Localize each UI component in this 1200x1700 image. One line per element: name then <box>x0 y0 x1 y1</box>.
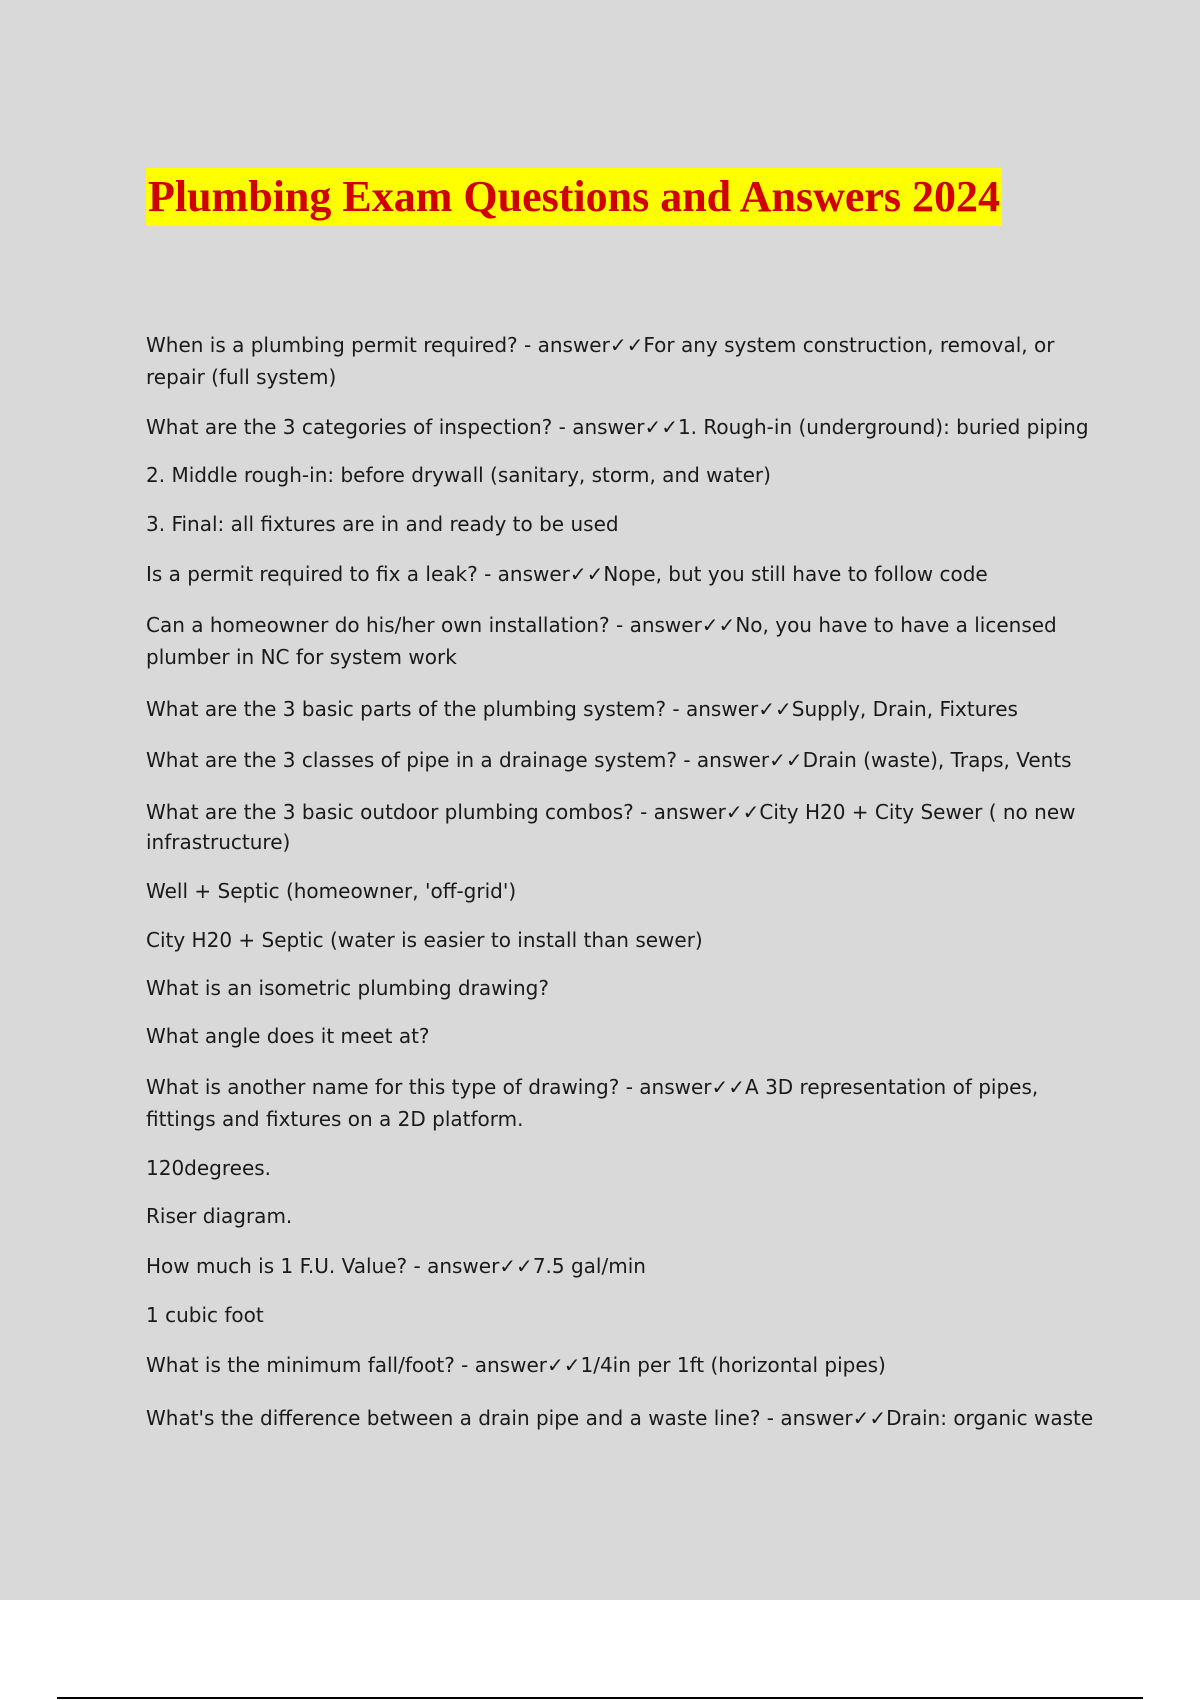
text-line: 120degrees. <box>146 1156 272 1180</box>
text-line: What angle does it meet at? <box>146 1024 430 1048</box>
text-line: How much is 1 F.U. Value? - answer✓✓7.5 gal/min <box>146 1254 646 1278</box>
text-line: 1 cubic foot <box>146 1303 264 1327</box>
text-line: What is another name for this type of drawing? - answer✓✓A 3D representation of pipes, <box>146 1075 1039 1099</box>
text-line: Riser diagram. <box>146 1204 293 1228</box>
text-line: What is an isometric plumbing drawing? <box>146 976 549 1000</box>
text-line: Can a homeowner do his/her own installation? - answer✓✓No, you have to have a licensed <box>146 613 1057 637</box>
text-line: What are the 3 basic outdoor plumbing combos? - answer✓✓City H20 + City Sewer ( no new <box>146 800 1076 824</box>
text-line: plumber in NC for system work <box>146 645 457 669</box>
text-line: Well + Septic (homeowner, 'off-grid') <box>146 879 517 903</box>
text-line: What are the 3 categories of inspection? - answer✓✓1. Rough-in (underground): buried piping <box>146 415 1089 439</box>
text-line: infrastructure) <box>146 830 291 854</box>
text-line: When is a plumbing permit required? - answer✓✓For any system construction, removal, or <box>146 333 1055 357</box>
footer-divider <box>57 1697 1143 1699</box>
text-line: Is a permit required to fix a leak? - answer✓✓Nope, but you still have to follow code <box>146 562 988 586</box>
text-line: What's the difference between a drain pipe and a waste line? - answer✓✓Drain: organic waste <box>146 1406 1094 1430</box>
text-line: What are the 3 classes of pipe in a drainage system? - answer✓✓Drain (waste), Traps, Vents <box>146 748 1072 772</box>
text-line: 3. Final: all fixtures are in and ready to be used <box>146 512 619 536</box>
text-line: 2. Middle rough-in: before drywall (sanitary, storm, and water) <box>146 463 771 487</box>
text-line: fittings and fixtures on a 2D platform. <box>146 1107 524 1131</box>
text-line: What is the minimum fall/foot? - answer✓✓1/4in per 1ft (horizontal pipes) <box>146 1353 886 1377</box>
text-line: repair (full system) <box>146 365 337 389</box>
text-line: City H20 + Septic (water is easier to install than sewer) <box>146 928 703 952</box>
document-title: Plumbing Exam Questions and Answers 2024 <box>146 168 1002 226</box>
text-line: What are the 3 basic parts of the plumbing system? - answer✓✓Supply, Drain, Fixtures <box>146 697 1018 721</box>
